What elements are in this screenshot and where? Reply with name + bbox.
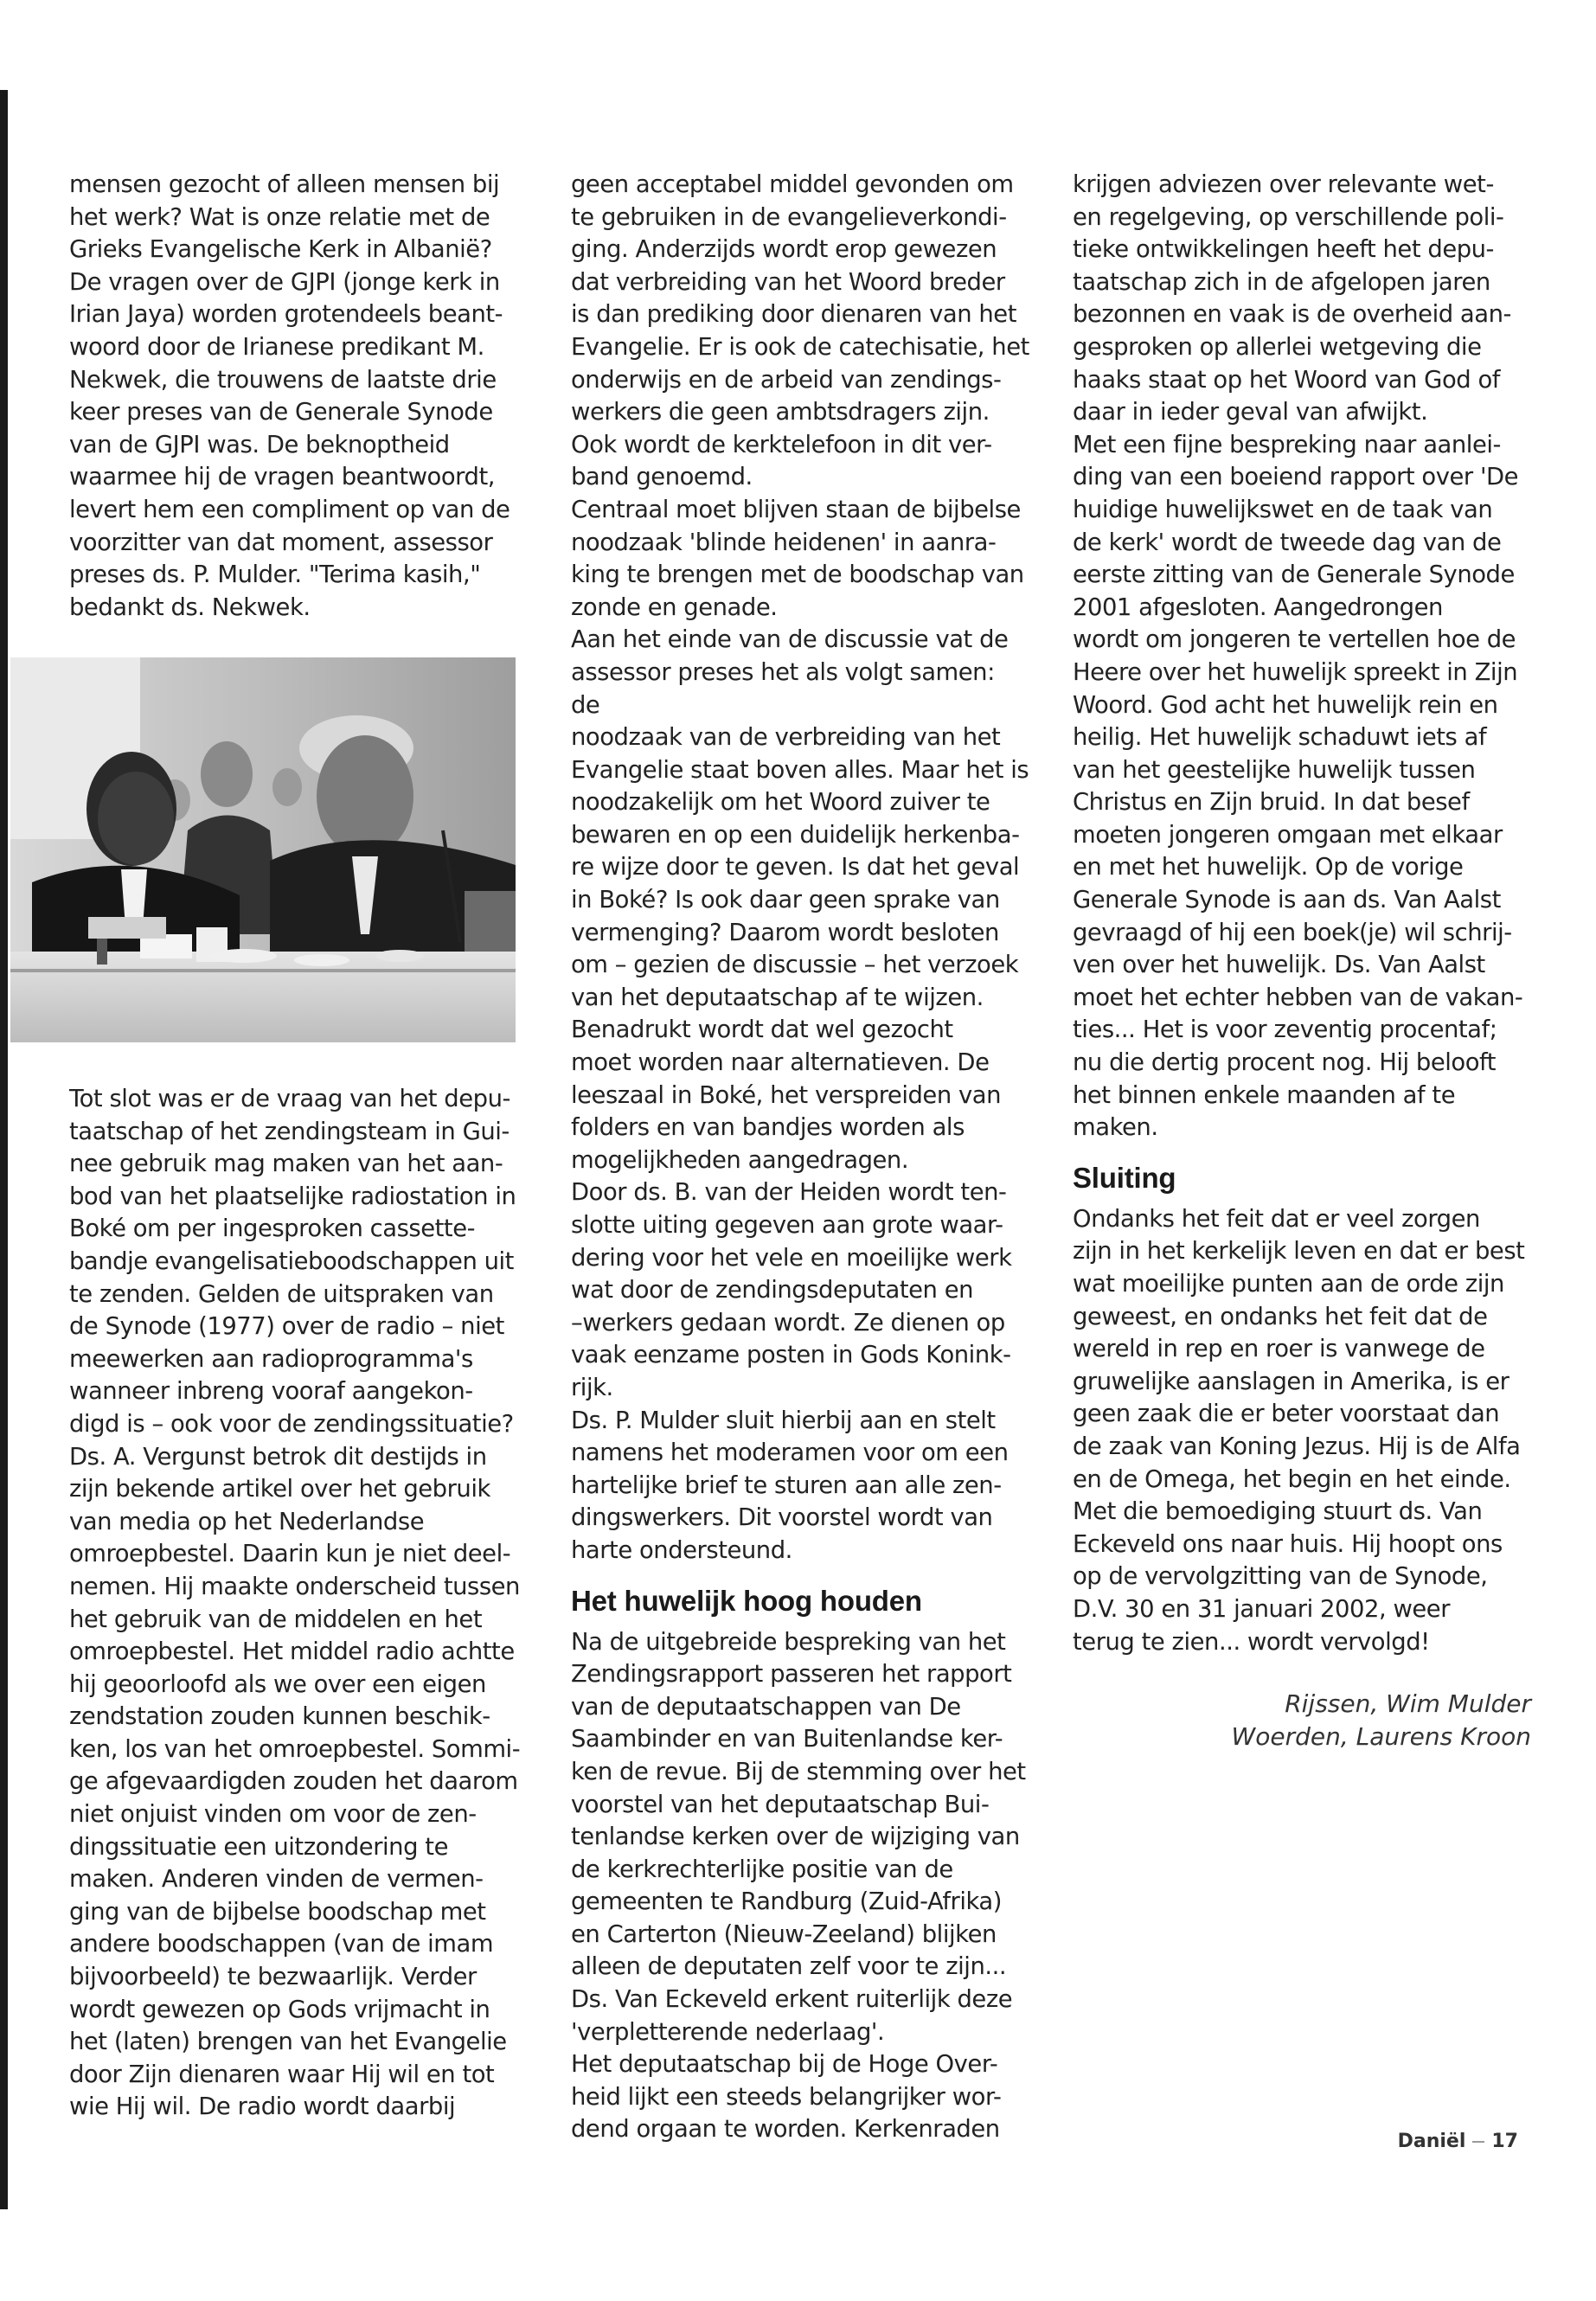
page-number: 17 — [1491, 2131, 1518, 2152]
paragraph: mensen gezocht of alleen mensen bij het werk? Wat is onze relatie met de Grieks Evangelische Kerk in Albanië? De vragen over de GJPI (jonge kerk in Irian Jaya) worden grotendeels beant- woord door de Irianese predikant M. Nekwek, die trouwens de laatste drie keer preses van de Generale Synode van de GJPI was. De beknoptheid waarmee hij de vragen beantwoordt, levert hem een compliment op van de voorzitter van dat moment, assessor preses ds. P. Mulder. "Terima kasih," bedankt ds. Nekwek. — [69, 171, 510, 621]
paragraph: Na de uitgebreide bespreking van het Zendingsrapport passeren het rapport van de deputaatschappen van De Saambinder en van Buitenlandse ker- ken de revue. Bij de stemming over het voorstel van het deputaatschap Bui- tenlandse kerken over de wijziging van de kerkrechterlijke positie van de gemeenten te Randburg (Zuid-Afrika) en Carterton (Nieuw-Zeeland) blijken alleen de deputaten zelf voor te zijn... Ds. Van Eckeveld erkent ruiterlijk deze 'verpletterende nederlaag'. — [571, 1628, 1026, 2046]
section-heading-closing: Sluiting — [1073, 1161, 1176, 1194]
paragraph: Tot slot was er de vraag van het depu- taatschap of het zendingsteam in Gui- nee gebruik mag maken van het aan- bod van het plaatselijke radiostation in Boké om per ingesproken cassette- bandje evangelisatieboodschappen uit te zenden. Gelden de uitspraken van de Synode (1977) over de radio – niet meewerken aan radioprogramma's wanneer inbreng vooraf aangekon- digd is – ook voor de zendingssituatie? Ds. A. Vergunst betrok dit destijds in zijn bekende artikel over het gebruik van media op het Nederlandse omroepbestel. Daarin kun je niet deel- nemen. Hij maakte onderscheid tussen het gebruik van de middelen en het omroepbestel. Het middel radio achtte hij geoorloofd als we over een eigen zendstation zouden kunnen beschik- ken, los van het omroepbestel. Sommi- ge afgevaardigden zouden het daarom niet onjuist vinden om voor de zen- dingssituatie een uitzondering te maken. Anderen vinden de vermen- ging van de bijbelse boodschap met andere boodschappen (van de imam bijvoorbeeld) te bezwaarlijk. Verder wordt gewezen op Gods vrijmacht in het (laten) brengen van het Evangelie door Zijn dienaren waar Hij wil en tot wie Hij wil. De radio wordt daarbij — [69, 1086, 521, 2121]
paragraph: Ondanks het feit dat er veel zorgen zijn in het kerkelijk leven en dat er best wat moeilijke punten aan de orde zijn geweest, en ondanks het feit dat de wereld in rep en roer is vanwege de gruwelijke aanslagen in Amerika, is er geen zaak die er beter voorstaat dan de zaak van Koning Jezus. Hij is de Alfa en de Omega, het begin en het einde. Met die bemoediging stuurt ds. Van Eckeveld ons naar huis. Hij hoopt ons op de vervolgzitting van de Synode, D.V. 30 en 31 januari 2002, weer terug te zien... wordt vervolgd! — [1073, 1205, 1525, 1656]
page-edge-bar — [0, 90, 8, 2209]
paragraph: krijgen adviezen over relevante wet- en regelgeving, op verschillende poli- tieke ontwikkelingen heeft het depu- taatschap zich in de afgelopen jaren bezonnen en vaak is de overheid aan- gesproken op allerlei wetgeving die haaks staat op het Woord van God of daar in ieder geval van afwijkt. — [1073, 171, 1511, 426]
paragraph: Ds. P. Mulder sluit hierbij aan en stelt namens het moderamen voor om een hartelijke brief te sturen aan alle zen- dingswerkers. Dit voorstel wordt van harte ondersteund. — [571, 1407, 1009, 1564]
column-1-bottom — [69, 1083, 523, 2124]
magazine-name: Daniël — [1397, 2131, 1466, 2152]
paragraph: Het deputaatschap bij de Hoge Over- heid lijkt een steeds belangrijker wor- dend orgaan te worden. Kerkenraden — [571, 2051, 1002, 2144]
synod-photo — [10, 657, 516, 1042]
column-2 — [571, 169, 1029, 2146]
signature-line: Woerden, Laurens Kroon — [1231, 1722, 1531, 1752]
page-footer — [1398, 2131, 1518, 2152]
paragraph: Centraal moet blijven staan de bijbelse noodzaak 'blinde heidenen' in aanra- king te brengen met de boodschap van zonde en genade. — [571, 496, 1024, 621]
section-heading-marriage: Het huwelijk hoog houden — [571, 1584, 922, 1617]
paragraph: Door ds. B. van der Heiden wordt ten- slotte uiting gegeven aan grote waar- dering voor het vele en moeilijke werk wat door de zendingsdeputaten en –werkers gedaan wordt. Ze dienen op vaak eenzame posten in Gods Konink- rijk. — [571, 1179, 1012, 1401]
author-signature — [1073, 1688, 1531, 1753]
paragraph: geen acceptabel middel gevonden om te gebruiken in de evangelieverkondi- ging. Anderzijds wordt erop gewezen dat verbreiding van het Woord breder is dan prediking door dienaren van het Evangelie. Er is ook de catechisatie, het onderwijs en de arbeid van zendings- werkers die geen ambtsdragers zijn. Ook wordt de kerktelefoon in dit ver- band genoemd. — [571, 171, 1029, 491]
footer-separator — [1472, 2141, 1484, 2143]
paragraph: Met een fijne bespreking naar aanlei- ding van een boeiend rapport over 'De huidige huwelijkswet en de taak van de kerk' wordt de tweede dag van de eerste zitting van de Generale Synode 2001 afgesloten. Aangedrongen wordt om jongeren te vertellen hoe de Heere over het huwelijk spreekt in Zijn Woord. God acht het huwelijk rein en heilig. Het huwelijk schaduwt iets af van het geestelijke huwelijk tussen Christus en Zijn bruid. In dat besef moeten jongeren omgaan met elkaar en met het huwelijk. Op de vorige Generale Synode is aan ds. Van Aalst gevraagd of hij een boek(je) wil schrij- ven over het huwelijk. Ds. Van Aalst moet het echter hebben van de vakan- ties... Het is voor zeventig procentaf; nu die dertig procent nog. Hij belooft het binnen enkele maanden af te maken. — [1073, 431, 1523, 1142]
column-3 — [1073, 169, 1531, 1753]
signature-line: Rijssen, Wim Mulder — [1285, 1689, 1531, 1719]
paragraph: Aan het einde van de discussie vat de assessor preses het als volgt samen: de noodzaak van de verbreiding van het Evangelie staat boven alles. Maar het is noodzakelijk om het Woord zuiver te bewaren en op een duidelijk herkenba- re wijze door te geven. Is dat het geval in Boké? Is ook daar geen sprake van vermenging? Daarom wordt besloten om – gezien de discussie – het verzoek van het deputaatschap af te wijzen. Benadrukt wordt dat wel gezocht moet worden naar alternatieven. De leeszaal in Boké, het verspreiden van folders en van bandjes worden als mogelijkheden aangedragen. — [571, 626, 1029, 1174]
column-1-top — [69, 169, 523, 624]
